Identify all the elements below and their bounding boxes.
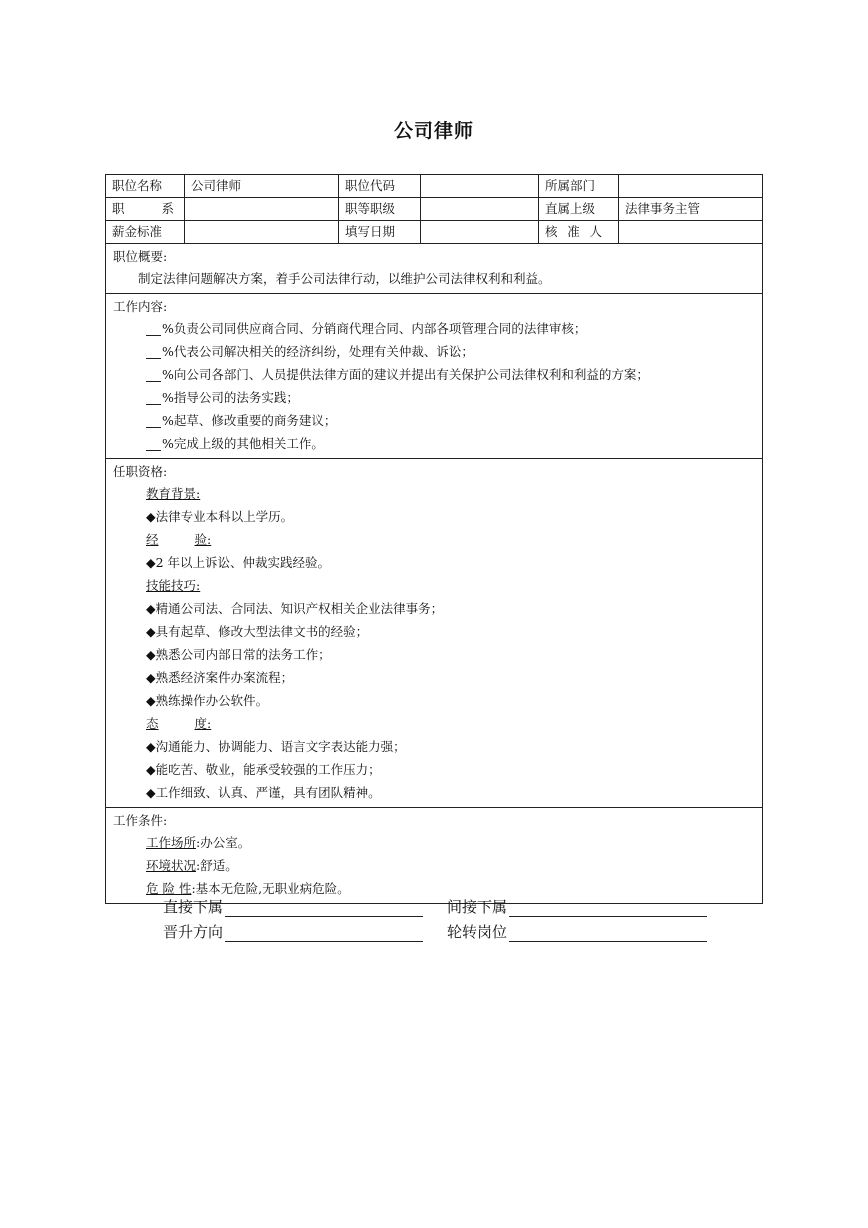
job-description-table (105, 174, 763, 904)
duty-text: %向公司各部门、人员提供法律方面的建议并提出有关保护公司法律权利和利益的方案； (162, 367, 649, 382)
list-item: ◆法律专业本科以上学历。 (146, 509, 294, 524)
duty-text: %起草、修改重要的商务建议； (162, 413, 337, 428)
env-label: 环境状况 (146, 858, 197, 873)
place-value: :办公室。 (196, 835, 251, 850)
section-duties (106, 294, 763, 459)
label-position-name: 职位名称 (106, 175, 185, 198)
value-approver (619, 221, 763, 244)
direct-reports-label: 直接下属 (163, 898, 224, 916)
list-item: ◆熟悉公司内部日常的法务工作； (146, 647, 331, 662)
indirect-reports-field[interactable] (509, 899, 707, 917)
label-fill-date: 填写日期 (339, 221, 421, 244)
experience-label-a: 经 (146, 532, 159, 547)
overview-text: 制定法律问题解决方案，着手公司法律行动，以维护公司法律权利和利益。 (138, 271, 551, 286)
table-row (106, 198, 763, 221)
label-approver-b: 准 (567, 224, 580, 239)
experience-label-b: 验: (194, 532, 212, 547)
label-job-family-b: 系 (161, 201, 174, 216)
label-job-family (106, 198, 185, 221)
list-item: ◆熟练操作办公软件。 (146, 693, 269, 708)
list-item: ◆工作细致、认真、严谨，具有团队精神。 (146, 785, 381, 800)
experience-label (146, 532, 211, 547)
duty-text: %指导公司的法务实践； (162, 390, 299, 405)
section-overview (106, 244, 763, 294)
page-title: 公司律师 (393, 120, 474, 142)
value-salary (185, 221, 339, 244)
list-item (113, 409, 755, 432)
value-fill-date (421, 221, 539, 244)
duties-heading: 工作内容: (113, 299, 168, 314)
label-grade: 职等职级 (339, 198, 421, 221)
indirect-reports-label: 间接下属 (447, 898, 508, 916)
risk-label: 危 险 性 (146, 881, 192, 896)
list-item (113, 432, 755, 455)
label-approver-c: 人 (589, 224, 602, 239)
value-job-family (185, 198, 339, 221)
section-qualifications (106, 459, 763, 808)
list-item: ◆2 年以上诉讼、仲裁实践经验。 (146, 555, 331, 570)
label-supervisor: 直属上级 (539, 198, 619, 221)
list-item: ◆能吃苦、敬业，能承受较强的工作压力； (146, 762, 381, 777)
list-item: ◆熟悉经济案件办案流程； (146, 670, 294, 685)
risk-value: :基本无危险,无职业病危险。 (191, 881, 350, 896)
attitude-label-a: 态 (146, 716, 159, 731)
label-job-family-a: 职 (112, 201, 125, 216)
duty-text: %负责公司同供应商合同、分销商代理合同、内部各项管理合同的法律审核； (162, 321, 587, 336)
label-department: 所属部门 (539, 175, 619, 198)
list-item (113, 854, 755, 877)
place-label: 工作场所 (146, 835, 197, 850)
label-approver (539, 221, 619, 244)
env-value: :舒适。 (196, 858, 238, 873)
duty-text: %完成上级的其他相关工作。 (162, 436, 324, 451)
education-label: 教育背景: (146, 486, 201, 501)
list-item: ◆精通公司法、合同法、知识产权相关企业法律事务； (146, 601, 444, 616)
conditions-heading: 工作条件: (113, 813, 168, 828)
attitude-label (146, 716, 211, 731)
promotion-field[interactable] (225, 924, 423, 942)
section-conditions (106, 808, 763, 904)
value-supervisor: 法律事务主管 (619, 198, 763, 221)
qualifications-heading: 任职资格: (113, 464, 168, 479)
table-row (106, 221, 763, 244)
list-item (113, 317, 755, 340)
list-item: ◆具有起草、修改大型法律文书的经验； (146, 624, 369, 639)
list-item (113, 831, 755, 854)
duty-text: %代表公司解决相关的经济纠纷，处理有关仲裁、诉讼； (162, 344, 474, 359)
list-item (113, 386, 755, 409)
rotation-label: 轮转岗位 (447, 923, 508, 941)
value-position-name: 公司律师 (185, 175, 339, 198)
direct-reports-field[interactable] (225, 899, 423, 917)
overview-heading: 职位概要: (113, 249, 168, 264)
label-position-code: 职位代码 (339, 175, 421, 198)
label-salary: 薪金标准 (106, 221, 185, 244)
rotation-field[interactable] (509, 924, 707, 942)
value-department (619, 175, 763, 198)
label-approver-a: 核 (545, 224, 558, 239)
skills-label: 技能技巧: (146, 578, 201, 593)
list-item: ◆沟通能力、协调能力、语言文字表达能力强； (146, 739, 406, 754)
value-grade (421, 198, 539, 221)
list-item (113, 363, 755, 386)
list-item (113, 340, 755, 363)
promotion-label: 晋升方向 (163, 923, 224, 941)
table-row (106, 175, 763, 198)
value-position-code (421, 175, 539, 198)
attitude-label-b: 度: (194, 716, 212, 731)
